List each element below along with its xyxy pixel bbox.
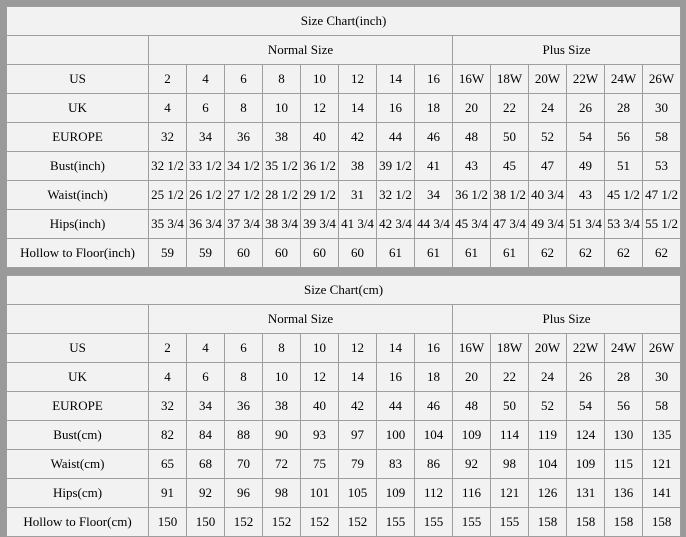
cell: 16W	[453, 65, 491, 94]
cell: 32 1/2	[149, 152, 187, 181]
table-row	[7, 210, 681, 239]
cell: 68	[187, 450, 225, 479]
cell: 16	[415, 334, 453, 363]
cell: 2	[149, 65, 187, 94]
cell: 26W	[643, 334, 681, 363]
cell: 112	[415, 479, 453, 508]
cell: 155	[415, 508, 453, 537]
cell: 38 1/2	[491, 181, 529, 210]
cell: 109	[377, 479, 415, 508]
cell: 6	[225, 65, 263, 94]
cell: 26	[567, 363, 605, 392]
cell: 70	[225, 450, 263, 479]
cell: 100	[377, 421, 415, 450]
cell: 150	[149, 508, 187, 537]
cell: 45 1/2	[605, 181, 643, 210]
cell: 141	[643, 479, 681, 508]
cell: 46	[415, 392, 453, 421]
cell: 38 3/4	[263, 210, 301, 239]
cell: 53	[643, 152, 681, 181]
row-label: US	[7, 65, 149, 94]
cell: 36	[225, 123, 263, 152]
cell: 16	[377, 363, 415, 392]
cell: 56	[605, 392, 643, 421]
row-label: UK	[7, 363, 149, 392]
cell: 53 3/4	[605, 210, 643, 239]
table-row	[7, 123, 681, 152]
cell: 35 3/4	[149, 210, 187, 239]
cell: 22	[491, 94, 529, 123]
cell: 47 3/4	[491, 210, 529, 239]
group-header-plus: Plus Size	[453, 36, 681, 65]
group-header-plus: Plus Size	[453, 305, 681, 334]
cell: 18	[415, 363, 453, 392]
cell: 48	[453, 123, 491, 152]
cell: 91	[149, 479, 187, 508]
table-row	[7, 181, 681, 210]
cell: 4	[187, 65, 225, 94]
cell: 83	[377, 450, 415, 479]
table-row	[7, 334, 681, 363]
cell: 155	[377, 508, 415, 537]
cell: 46	[415, 123, 453, 152]
cell: 105	[339, 479, 377, 508]
cell: 61	[377, 239, 415, 268]
cell: 65	[149, 450, 187, 479]
cell: 44	[377, 392, 415, 421]
cell: 24	[529, 363, 567, 392]
cell: 25 1/2	[149, 181, 187, 210]
cell: 48	[453, 392, 491, 421]
cell: 158	[567, 508, 605, 537]
cell: 121	[643, 450, 681, 479]
cell: 60	[263, 239, 301, 268]
cell: 8	[225, 363, 263, 392]
row-label: EUROPE	[7, 123, 149, 152]
cell: 55 1/2	[643, 210, 681, 239]
cell: 40	[301, 392, 339, 421]
cell: 18	[415, 94, 453, 123]
cell: 14	[339, 94, 377, 123]
row-label: Hollow to Floor(inch)	[7, 239, 149, 268]
cell: 27 1/2	[225, 181, 263, 210]
cell: 4	[149, 363, 187, 392]
cell: 18W	[491, 334, 529, 363]
cell: 36	[225, 392, 263, 421]
chart-title-row	[7, 7, 681, 36]
cell: 34	[415, 181, 453, 210]
cell: 59	[149, 239, 187, 268]
cell: 39 1/2	[377, 152, 415, 181]
cell: 50	[491, 392, 529, 421]
cell: 97	[339, 421, 377, 450]
cell: 75	[301, 450, 339, 479]
cell: 43	[453, 152, 491, 181]
cell: 42	[339, 123, 377, 152]
cell: 4	[149, 94, 187, 123]
cell: 61	[415, 239, 453, 268]
chart-title-row	[7, 276, 681, 305]
chart-group-header-row	[7, 36, 681, 65]
cell: 28 1/2	[263, 181, 301, 210]
cell: 130	[605, 421, 643, 450]
table-row	[7, 479, 681, 508]
cell: 61	[453, 239, 491, 268]
table-row	[7, 152, 681, 181]
cell: 50	[491, 123, 529, 152]
cell: 2	[149, 334, 187, 363]
cell: 36 1/2	[453, 181, 491, 210]
cell: 60	[339, 239, 377, 268]
cell: 6	[187, 363, 225, 392]
cell: 40	[301, 123, 339, 152]
cell: 45	[491, 152, 529, 181]
cell: 6	[187, 94, 225, 123]
cell: 16	[377, 94, 415, 123]
cell: 59	[187, 239, 225, 268]
cell: 31	[339, 181, 377, 210]
cell: 44 3/4	[415, 210, 453, 239]
cell: 20W	[529, 334, 567, 363]
cell: 158	[605, 508, 643, 537]
cell: 98	[263, 479, 301, 508]
cell: 26W	[643, 65, 681, 94]
chart-title: Size Chart(cm)	[7, 276, 681, 305]
cell: 12	[301, 94, 339, 123]
cell: 56	[605, 123, 643, 152]
cell: 22	[491, 363, 529, 392]
cell: 10	[301, 334, 339, 363]
cell: 18W	[491, 65, 529, 94]
cell: 24	[529, 94, 567, 123]
cell: 28	[605, 94, 643, 123]
cell: 115	[605, 450, 643, 479]
cell: 8	[263, 65, 301, 94]
cell: 39 3/4	[301, 210, 339, 239]
row-label: US	[7, 334, 149, 363]
cell: 12	[339, 334, 377, 363]
group-header-blank	[7, 36, 149, 65]
cell: 24W	[605, 65, 643, 94]
cell: 32	[149, 123, 187, 152]
row-label: Hips(cm)	[7, 479, 149, 508]
cell: 29 1/2	[301, 181, 339, 210]
cell: 101	[301, 479, 339, 508]
cell: 51	[605, 152, 643, 181]
cell: 152	[301, 508, 339, 537]
cell: 30	[643, 363, 681, 392]
cell: 90	[263, 421, 301, 450]
table-row	[7, 239, 681, 268]
table-row	[7, 363, 681, 392]
cell: 58	[643, 123, 681, 152]
cell: 51 3/4	[567, 210, 605, 239]
cell: 30	[643, 94, 681, 123]
cell: 42 3/4	[377, 210, 415, 239]
table-row	[7, 508, 681, 537]
cell: 14	[377, 334, 415, 363]
cell: 98	[491, 450, 529, 479]
cell: 79	[339, 450, 377, 479]
cell: 124	[567, 421, 605, 450]
cell: 38	[339, 152, 377, 181]
cell: 121	[491, 479, 529, 508]
cell: 150	[187, 508, 225, 537]
cell: 92	[453, 450, 491, 479]
chart-title: Size Chart(inch)	[7, 7, 681, 36]
cell: 12	[339, 65, 377, 94]
cell: 60	[225, 239, 263, 268]
cell: 158	[529, 508, 567, 537]
cell: 16	[415, 65, 453, 94]
cell: 22W	[567, 65, 605, 94]
cell: 20W	[529, 65, 567, 94]
cell: 28	[605, 363, 643, 392]
cell: 88	[225, 421, 263, 450]
cell: 84	[187, 421, 225, 450]
table-row	[7, 421, 681, 450]
cell: 126	[529, 479, 567, 508]
cell: 116	[453, 479, 491, 508]
cell: 26	[567, 94, 605, 123]
cell: 54	[567, 392, 605, 421]
cell: 45 3/4	[453, 210, 491, 239]
cell: 36 3/4	[187, 210, 225, 239]
row-label: EUROPE	[7, 392, 149, 421]
cell: 38	[263, 392, 301, 421]
group-header-normal: Normal Size	[149, 36, 453, 65]
cell: 104	[415, 421, 453, 450]
cell: 37 3/4	[225, 210, 263, 239]
cell: 10	[263, 363, 301, 392]
row-label: UK	[7, 94, 149, 123]
cell: 152	[263, 508, 301, 537]
cell: 61	[491, 239, 529, 268]
cell: 35 1/2	[263, 152, 301, 181]
cell: 8	[225, 94, 263, 123]
cell: 34	[187, 123, 225, 152]
cell: 32 1/2	[377, 181, 415, 210]
cell: 47	[529, 152, 567, 181]
cell: 155	[491, 508, 529, 537]
cell: 62	[529, 239, 567, 268]
cell: 114	[491, 421, 529, 450]
group-header-blank	[7, 305, 149, 334]
cell: 131	[567, 479, 605, 508]
cell: 47 1/2	[643, 181, 681, 210]
table-row	[7, 94, 681, 123]
cell: 4	[187, 334, 225, 363]
row-label: Waist(inch)	[7, 181, 149, 210]
cell: 41 3/4	[339, 210, 377, 239]
cell: 12	[301, 363, 339, 392]
cell: 34	[187, 392, 225, 421]
cell: 43	[567, 181, 605, 210]
cell: 10	[263, 94, 301, 123]
cell: 62	[567, 239, 605, 268]
row-label: Hips(inch)	[7, 210, 149, 239]
table-row	[7, 65, 681, 94]
cell: 158	[643, 508, 681, 537]
cell: 49	[567, 152, 605, 181]
table-row	[7, 392, 681, 421]
cell: 136	[605, 479, 643, 508]
cell: 16W	[453, 334, 491, 363]
table-row	[7, 450, 681, 479]
cell: 22W	[567, 334, 605, 363]
cell: 41	[415, 152, 453, 181]
cell: 8	[263, 334, 301, 363]
cell: 20	[453, 363, 491, 392]
cell: 52	[529, 123, 567, 152]
cell: 52	[529, 392, 567, 421]
cell: 40 3/4	[529, 181, 567, 210]
cell: 42	[339, 392, 377, 421]
cell: 104	[529, 450, 567, 479]
size-chart-inch	[6, 6, 681, 268]
cell: 24W	[605, 334, 643, 363]
cell: 155	[453, 508, 491, 537]
cell: 93	[301, 421, 339, 450]
cell: 58	[643, 392, 681, 421]
cell: 60	[301, 239, 339, 268]
cell: 92	[187, 479, 225, 508]
cell: 49 3/4	[529, 210, 567, 239]
chart-group-header-row	[7, 305, 681, 334]
cell: 14	[377, 65, 415, 94]
cell: 44	[377, 123, 415, 152]
cell: 10	[301, 65, 339, 94]
cell: 32	[149, 392, 187, 421]
cell: 33 1/2	[187, 152, 225, 181]
cell: 109	[453, 421, 491, 450]
cell: 109	[567, 450, 605, 479]
cell: 26 1/2	[187, 181, 225, 210]
cell: 38	[263, 123, 301, 152]
row-label: Waist(cm)	[7, 450, 149, 479]
cell: 86	[415, 450, 453, 479]
row-label: Hollow to Floor(cm)	[7, 508, 149, 537]
size-chart-cm	[6, 275, 681, 537]
cell: 119	[529, 421, 567, 450]
cell: 20	[453, 94, 491, 123]
cell: 14	[339, 363, 377, 392]
group-header-normal: Normal Size	[149, 305, 453, 334]
cell: 62	[643, 239, 681, 268]
cell: 6	[225, 334, 263, 363]
cell: 62	[605, 239, 643, 268]
cell: 135	[643, 421, 681, 450]
cell: 96	[225, 479, 263, 508]
cell: 152	[339, 508, 377, 537]
row-label: Bust(inch)	[7, 152, 149, 181]
cell: 34 1/2	[225, 152, 263, 181]
cell: 82	[149, 421, 187, 450]
cell: 36 1/2	[301, 152, 339, 181]
row-label: Bust(cm)	[7, 421, 149, 450]
cell: 54	[567, 123, 605, 152]
cell: 152	[225, 508, 263, 537]
cell: 72	[263, 450, 301, 479]
